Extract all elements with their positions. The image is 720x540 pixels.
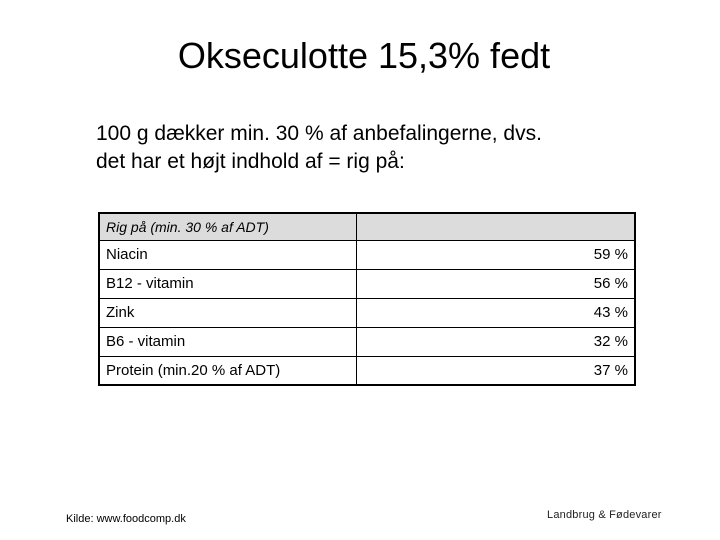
table-header-label: Rig på (min. 30 % af ADT) bbox=[99, 213, 356, 240]
intro-text bbox=[96, 120, 696, 176]
intro-line-2: det har et højt indhold af = rig på: bbox=[96, 150, 405, 173]
slide-title: Okseculotte 15,3% fedt bbox=[177, 35, 551, 76]
table-row bbox=[99, 356, 635, 385]
nutrient-value: 37 % bbox=[356, 356, 635, 385]
table-row bbox=[99, 240, 635, 269]
nutrient-name: B6 - vitamin bbox=[99, 327, 356, 356]
nutrient-value: 43 % bbox=[356, 298, 635, 327]
nutrient-table bbox=[98, 212, 636, 386]
nutrient-value: 56 % bbox=[356, 269, 635, 298]
table-header-empty bbox=[356, 213, 635, 240]
intro-line-1: 100 g dækker min. 30 % af anbefalingerne, dvs. bbox=[96, 122, 542, 145]
nutrient-name: B12 - vitamin bbox=[99, 269, 356, 298]
table-row bbox=[99, 298, 635, 327]
nutrient-name: Zink bbox=[99, 298, 356, 327]
organization-logo: Landbrug & Fødevarer bbox=[547, 509, 662, 521]
table-header-row bbox=[99, 213, 635, 240]
table-row bbox=[99, 327, 635, 356]
nutrient-name: Niacin bbox=[99, 240, 356, 269]
source-citation: Kilde: www.foodcomp.dk bbox=[66, 513, 186, 525]
nutrient-value: 32 % bbox=[356, 327, 635, 356]
table-row bbox=[99, 269, 635, 298]
nutrient-value: 59 % bbox=[356, 240, 635, 269]
nutrient-name: Protein (min.20 % af ADT) bbox=[99, 356, 356, 385]
